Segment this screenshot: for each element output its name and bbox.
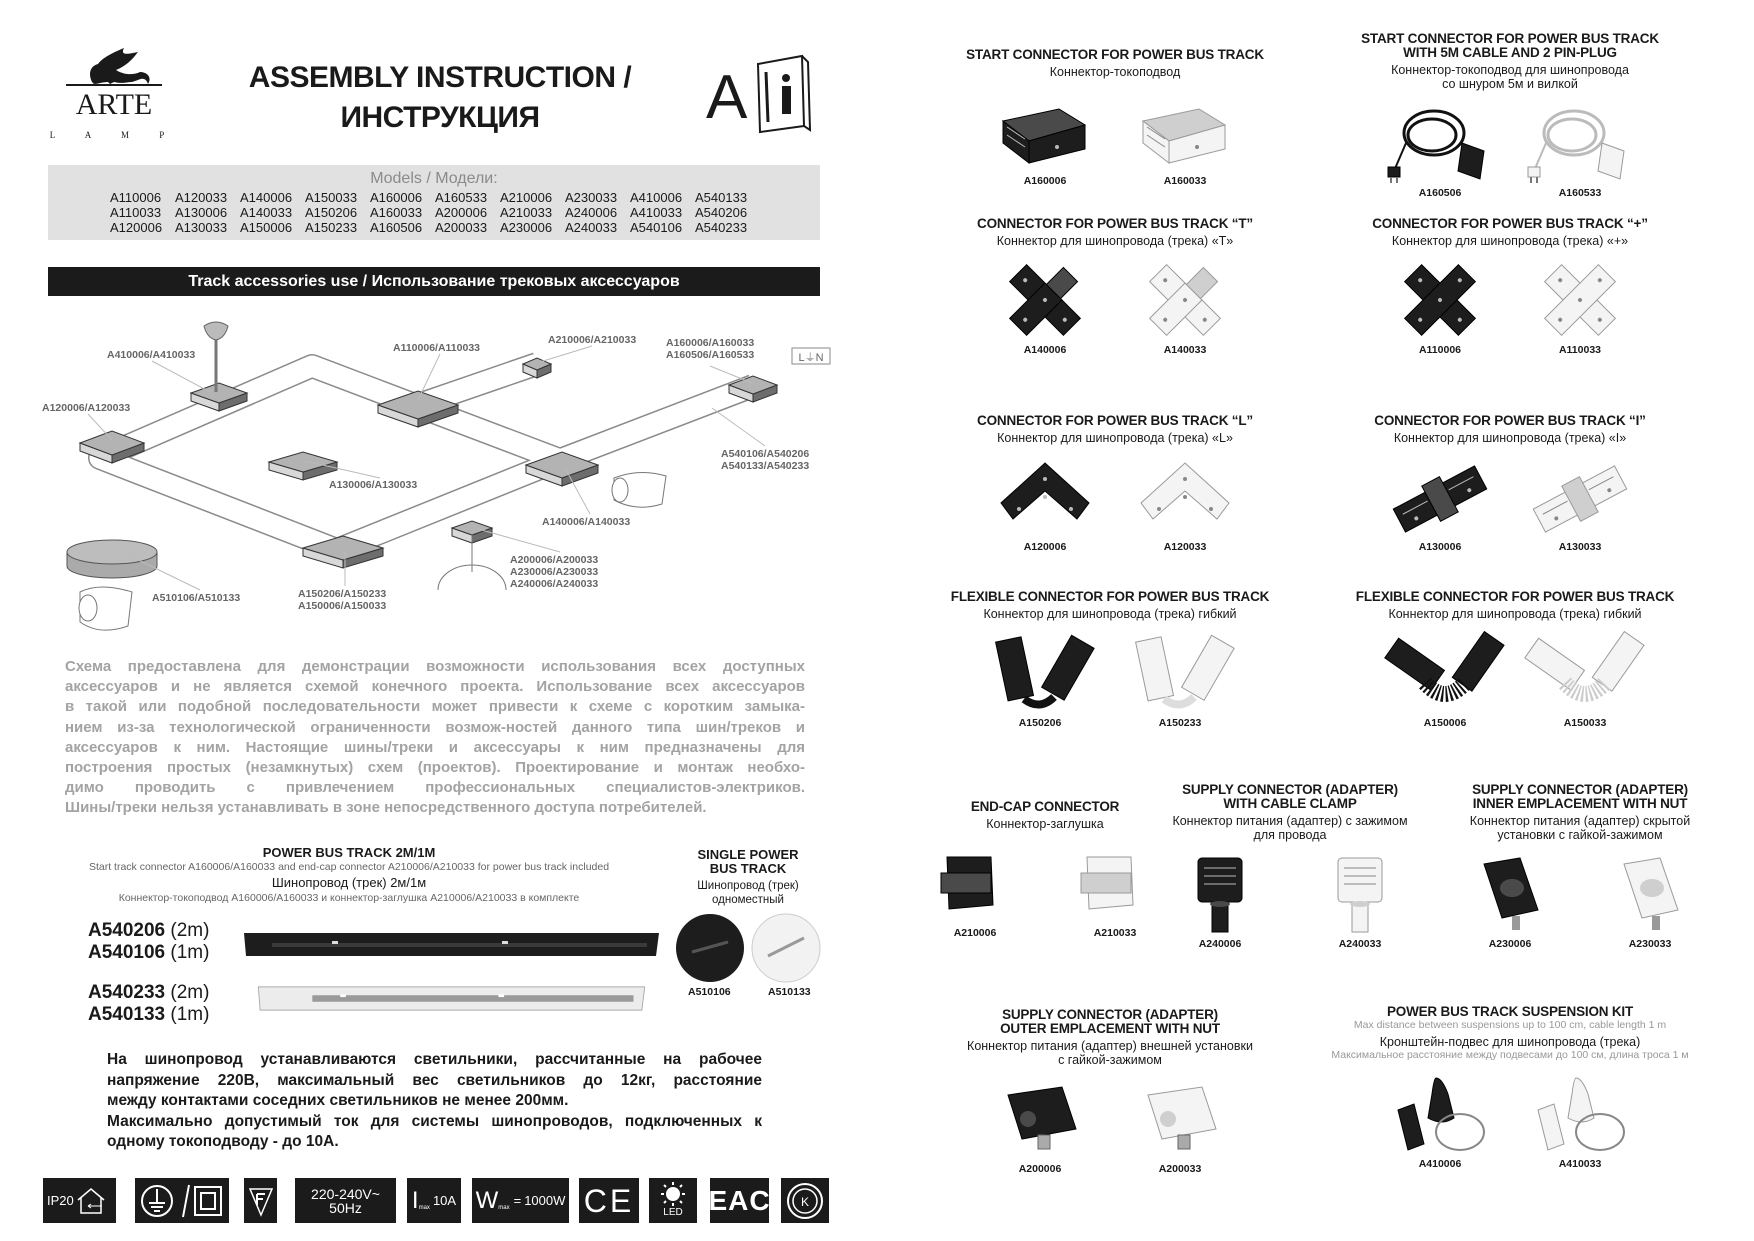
section-subtitle: Коннектор для шинопровода (трека) «L» — [997, 431, 1233, 445]
product-code: A140033 — [1163, 344, 1207, 356]
led-icon: LED — [649, 1178, 697, 1223]
logo-brand-text: ARTE — [75, 88, 153, 121]
product-A150006 — [1389, 633, 1501, 729]
assembly-manual-icon — [706, 52, 818, 136]
certification-icons — [43, 1178, 833, 1223]
section-suspension-kit — [1300, 1005, 1720, 1170]
cable-connector-black-image — [1384, 103, 1496, 183]
track-label: A540106 (1m) — [88, 942, 210, 963]
section-title: START CONNECTOR FOR POWER BUS TRACK WITH 5M CABLE AND 2 PIN-PLUG — [1361, 31, 1659, 60]
model-code: A120033 — [175, 190, 228, 205]
flexv-connector-black-image — [984, 633, 1096, 713]
kit-connector-black-image — [1384, 1074, 1496, 1154]
start-connector-black-image — [989, 91, 1101, 171]
text-line: в такой или подобной последовательности может привести к схеме с коротким замыка- — [65, 698, 805, 716]
model-code: A210033 — [500, 205, 553, 220]
title-line-ru: ИНСТРУКЦИЯ — [340, 101, 540, 134]
model-code: A160506 — [370, 220, 423, 235]
notice-text — [107, 1050, 762, 1153]
section-flexible-connector-1 — [925, 590, 1295, 729]
product-A230033 — [1594, 854, 1706, 950]
single-track-pucks — [672, 912, 822, 984]
ce-mark-icon: CE — [579, 1178, 639, 1223]
section-title: END-CAP CONNECTOR — [970, 799, 1120, 814]
product-A140033 — [1129, 260, 1241, 356]
product-code: A160033 — [1163, 175, 1207, 187]
section-subtitle: Коннектор питания (адаптер) скрытой установки с гайкой-зажимом — [1469, 814, 1691, 842]
section-start-connector-cable — [1300, 32, 1720, 199]
eac-mark-icon: EAC — [710, 1178, 769, 1223]
product-A200033 — [1124, 1079, 1236, 1175]
text-line: построения простых (незамкнутых) схем (проектов). Проектирование и монтаж необхо- — [65, 759, 805, 777]
max-current-rating: I max 10A — [407, 1178, 461, 1223]
outer-connector-black-image — [984, 1079, 1096, 1159]
section-t-connector — [935, 217, 1295, 356]
product-code: A240006 — [1198, 938, 1242, 950]
models-title: Models / Модели: — [370, 170, 498, 187]
section-subtitle: Коннектор питания (адаптер) внешней установки с гайкой-зажимом — [967, 1039, 1253, 1067]
product-A160033 — [1129, 91, 1241, 187]
model-code: A540233 — [695, 220, 748, 235]
model-code: A110006 — [110, 190, 162, 205]
pbt-note-ru: Коннектор-токоподвод A160006/A160033 и коннектор-заглушка A210006/A210033 в комплекте — [118, 892, 580, 904]
product-code: A160506 — [1418, 187, 1462, 199]
single-track-heading — [680, 848, 816, 907]
inner-connector-black-image — [1454, 854, 1566, 934]
disclaimer-text — [65, 657, 805, 819]
diagram-label-plus-connector: A110006/A110033 — [393, 342, 480, 354]
model-code: A410006 — [630, 190, 683, 205]
section-title: CONNECTOR FOR POWER BUS TRACK “I” — [1374, 413, 1646, 428]
model-code: A200033 — [435, 220, 488, 235]
kit-connector-white-image — [1524, 1074, 1636, 1154]
models-list — [110, 190, 820, 235]
product-A130033 — [1524, 457, 1636, 553]
arte-lamp-logo — [49, 44, 179, 144]
diagram-label-end-cap: A210006/A210033 — [548, 334, 637, 346]
diagram-label-i-connector: A130006/A130033 — [329, 479, 418, 491]
section-adapter-inner — [1440, 783, 1720, 950]
product-A410006 — [1384, 1074, 1496, 1170]
section-subtitle: Коннектор для шинопровода (трека) «T» — [996, 234, 1234, 248]
ell-connector-white-image — [1129, 457, 1241, 537]
product-A410033 — [1524, 1074, 1636, 1170]
product-code: A410033 — [1558, 1158, 1602, 1170]
product-A150033 — [1529, 633, 1641, 729]
outer-connector-white-image — [1124, 1079, 1236, 1159]
section-plus-connector — [1320, 217, 1700, 356]
product-A130006 — [1384, 457, 1496, 553]
section-adapter-outer — [935, 1008, 1285, 1175]
section-subtitle: Коннектор для шинопровода (трека) «+» — [1391, 234, 1629, 248]
f-mark-icon — [244, 1178, 277, 1223]
section-title: CONNECTOR FOR POWER BUS TRACK “T” — [977, 216, 1253, 231]
product-A160006 — [989, 91, 1101, 187]
section-i-connector — [1320, 414, 1700, 553]
product-A110033 — [1524, 260, 1636, 356]
section-subtitle: Коннектор для шинопровода (трека) гибкий — [983, 607, 1237, 621]
product-code: A120033 — [1163, 541, 1207, 553]
tee-connector-white-image — [1129, 260, 1241, 340]
page-title — [200, 58, 680, 138]
track-label: A540233 (2m) — [88, 982, 210, 1003]
pendant-canopy — [204, 322, 228, 340]
section-title: SUPPLY CONNECTOR (ADAPTER) OUTER EMPLACEMENT WITH NUT — [1000, 1007, 1220, 1036]
model-code: A160006 — [370, 190, 423, 205]
diagram-label-flexible: A150206/A150233 A150006/A150033 — [298, 588, 387, 612]
section-subtitle: Коннектор для шинопровода (трека) «I» — [1393, 431, 1627, 445]
text-line: напряжение 220В, максимальный вес светильников до 12кг, расстояние — [107, 1071, 762, 1089]
section-title: CONNECTOR FOR POWER BUS TRACK “L” — [977, 413, 1253, 428]
product-A110006 — [1384, 260, 1496, 356]
model-code: A110033 — [110, 205, 162, 220]
adapter-connector-black-image — [1164, 854, 1276, 934]
product-A120006 — [989, 457, 1101, 553]
section-end-cap — [950, 800, 1140, 939]
inner-connector-white-image — [1594, 854, 1706, 934]
cross-connector-black-image — [1384, 260, 1496, 340]
endcap-connector-black-image — [919, 843, 1031, 923]
section-title: FLEXIBLE CONNECTOR FOR POWER BUS TRACK — [1355, 589, 1675, 604]
product-code: A130006 — [1418, 541, 1462, 553]
product-A240006 — [1164, 854, 1276, 950]
section-note-ru: Максимальное расстояние между подвесами до 100 см, длина троса 1 м — [1331, 1049, 1689, 1061]
product-code: A130033 — [1558, 541, 1602, 553]
product-A230006 — [1454, 854, 1566, 950]
product-code: A110033 — [1558, 344, 1602, 356]
single-track-title-ru: Шинопровод (трек) одноместный — [697, 880, 799, 906]
griffin-icon — [49, 44, 179, 144]
text-line: аксессуаров к ним. Настоящие шины/треки и аксессуары к ним предназначены для — [65, 738, 805, 756]
model-code: A230006 — [500, 220, 553, 235]
section-bar: Track accessories use / Использование трековых аксессуаров — [48, 267, 820, 296]
ell-connector-black-image — [989, 457, 1101, 537]
pbt-title-ru: Шинопровод (трек) 2м/1м — [271, 875, 427, 890]
track-layout-diagram — [0, 300, 877, 640]
text-line: нием из-за технологической ограниченности возмож-ностей данного типа шин/треков и — [65, 718, 805, 736]
title-line-en: ASSEMBLY INSTRUCTION / — [248, 61, 632, 94]
text-line: между контактами соседних светильников не менее 200мм. — [107, 1092, 569, 1109]
text-line: Схема предоставлена для демонстрации возможности использования всех доступных — [65, 658, 805, 675]
model-code: A540133 — [695, 190, 748, 205]
cross-connector-white-image — [1524, 260, 1636, 340]
product-code: A210033 — [1093, 927, 1137, 939]
product-code: A200033 — [1158, 1163, 1202, 1175]
section-subtitle: Коннектор-токоподвод для шинопровода со шнуром 5м и вилкой — [1391, 63, 1629, 91]
section-subtitle: Коннектор для шинопровода (трека) гибкий — [1388, 607, 1642, 621]
kc-mark-icon — [781, 1178, 829, 1223]
product-A150206 — [984, 633, 1096, 729]
product-A160533 — [1524, 103, 1636, 199]
svg-text:K: K — [800, 1194, 810, 1209]
inline-connector-black-image — [1384, 457, 1496, 537]
product-code: A110006 — [1418, 344, 1462, 356]
models-box — [48, 165, 820, 240]
single-track-title: SINGLE POWER BUS TRACK — [697, 847, 799, 876]
voltage-rating: 220-240V~ 50Hz — [295, 1178, 396, 1223]
product-A120033 — [1129, 457, 1241, 553]
tee-connector-black-image — [989, 260, 1101, 340]
pbt-note-en: Start track connector A160006/A160033 and end-cap connector A210006/A210033 for power bus track included — [88, 861, 610, 873]
diagram-label-single-track: A510106/A510133 — [152, 592, 241, 604]
section-l-connector — [935, 414, 1295, 553]
product-code: A160533 — [1558, 187, 1602, 199]
model-code: A150233 — [305, 220, 358, 235]
product-A140006 — [989, 260, 1101, 356]
product-code: A210006 — [953, 927, 997, 939]
product-A160506 — [1384, 103, 1496, 199]
model-code: A160033 — [370, 205, 423, 220]
model-code: A410033 — [630, 205, 683, 220]
pbt-title: POWER BUS TRACK 2M/1M — [262, 845, 436, 860]
model-code: A150033 — [305, 190, 358, 205]
model-code: A120006 — [110, 220, 163, 235]
puck-label: A510133 — [768, 986, 811, 998]
product-code: A150206 — [1018, 717, 1062, 729]
diagram-label-t-connector: A140006/A140033 — [542, 516, 631, 528]
track-label: A540206 (2m) — [88, 920, 210, 941]
model-code: A540206 — [695, 205, 748, 220]
product-code: A120006 — [1023, 541, 1067, 553]
flexv-connector-white-image — [1124, 633, 1236, 713]
model-code: A140033 — [240, 205, 293, 220]
inline-connector-white-image — [1524, 457, 1636, 537]
model-code: A140006 — [240, 190, 293, 205]
product-code: A150233 — [1158, 717, 1202, 729]
product-code: A410006 — [1418, 1158, 1462, 1170]
model-code: A160533 — [435, 190, 488, 205]
power-bus-track-heading — [48, 845, 650, 905]
section-title: POWER BUS TRACK SUSPENSION KIT — [1386, 1004, 1634, 1019]
product-A150233 — [1124, 633, 1236, 729]
section-subtitle: Коннектор-токоподвод — [1049, 65, 1181, 79]
puck-label: A510106 — [688, 986, 731, 998]
cable-connector-white-image — [1524, 103, 1636, 183]
product-code: A230006 — [1488, 938, 1532, 950]
model-code: A240033 — [565, 220, 618, 235]
start-connector-white-image — [1129, 91, 1241, 171]
section-subtitle: Коннектор питания (адаптер) с зажимом для провода — [1172, 814, 1408, 842]
track-label: A540133 (1m) — [88, 1004, 210, 1025]
section-title: SUPPLY CONNECTOR (ADAPTER) WITH CABLE CLAMP — [1182, 782, 1398, 811]
section-subtitle: Кронштейн-подвес для шинопровода (трека) — [1379, 1035, 1641, 1049]
text-line: димо проводить с привлечением профессиональных специалистов-электриков. — [65, 779, 805, 797]
diagram-label-start-connector: A160006/A160033 A160506/A160533 — [666, 337, 755, 361]
text-line: аксессуаров и не является схемой конечного проекта. Использование всех аксессуаров — [65, 678, 805, 696]
adapter-connector-white-image — [1304, 854, 1416, 934]
section-adapter-clamp — [1155, 783, 1425, 950]
product-A240033 — [1304, 854, 1416, 950]
flex-connector-white-image — [1529, 633, 1641, 713]
logo-sub-text: L A M P — [49, 130, 179, 140]
model-code: A150206 — [305, 205, 358, 220]
diagram-label-suspension: A410006/A410033 — [107, 349, 196, 361]
section-subtitle: Коннектор-заглушка — [986, 817, 1104, 831]
model-code: A200006 — [435, 205, 488, 220]
product-code: A150006 — [1423, 717, 1467, 729]
section-title: START CONNECTOR FOR POWER BUS TRACK — [966, 47, 1264, 62]
black-track-image — [242, 931, 661, 958]
product-code: A160006 — [1023, 175, 1067, 187]
icon-letter: A — [706, 63, 748, 132]
product-code: A240033 — [1338, 938, 1382, 950]
product-code: A230033 — [1628, 938, 1672, 950]
diagram-label-adapters: A200006/A200033 A230006/A230033 A240006/A240033 — [510, 554, 599, 590]
section-start-connector — [940, 48, 1290, 187]
ip20-icon: IP20 — [43, 1178, 116, 1223]
section-title: FLEXIBLE CONNECTOR FOR POWER BUS TRACK — [950, 589, 1270, 604]
diagram-label-l-connector: A120006/A120033 — [42, 402, 131, 414]
text-line: Максимально допустимый ток для системы шинопроводов, подключенных к — [107, 1112, 762, 1130]
flex-connector-black-image — [1389, 633, 1501, 713]
section-note-en: Max distance between suspensions up to 100 cm, cable length 1 m — [1353, 1019, 1667, 1031]
text-line: Шины/треки нельзя устанавливать в зоне непосредственного доступа потребителей. — [65, 799, 707, 817]
product-A200006 — [984, 1079, 1096, 1175]
section-flexible-connector-2 — [1305, 590, 1725, 729]
model-code: A130006 — [175, 205, 228, 220]
model-code: A230033 — [565, 190, 618, 205]
model-code: A240006 — [565, 205, 618, 220]
model-code: A210006 — [500, 190, 553, 205]
section-title: SUPPLY CONNECTOR (ADAPTER) INNER EMPLACEMENT WITH NUT — [1472, 782, 1688, 811]
text-line: На шинопровод устанавливаются светильники, рассчитанные на рабочее — [107, 1051, 762, 1068]
product-code: A140006 — [1023, 344, 1067, 356]
white-track-image — [242, 985, 661, 1012]
earth-class-icon — [135, 1178, 229, 1223]
lon-terminal-label: L⏚N — [798, 352, 824, 364]
product-code: A150033 — [1563, 717, 1607, 729]
product-code: A200006 — [1018, 1163, 1062, 1175]
max-power-rating: W max = 1000W — [472, 1178, 569, 1223]
diagram-label-track: A540106/A540206 A540133/A540233 — [721, 448, 810, 472]
section-title: CONNECTOR FOR POWER BUS TRACK “+” — [1372, 216, 1648, 231]
text-line: одному токоподводу - до 10А. — [107, 1133, 339, 1150]
model-code: A540106 — [630, 220, 683, 235]
model-code: A150006 — [240, 220, 293, 235]
model-code: A130033 — [175, 220, 228, 235]
product-A210006 — [919, 843, 1031, 939]
